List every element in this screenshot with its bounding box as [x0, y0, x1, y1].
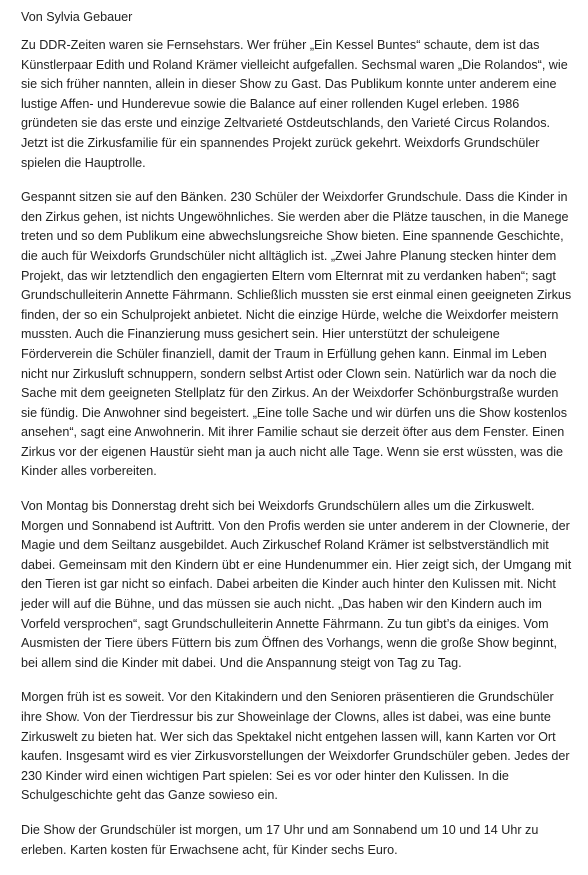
article-paragraph-school-project: Gespannt sitzen sie auf den Bänken. 230 Schüler der Weixdorfer Grundschule. Dass die Kinder in den Zirkus gehen, ist nichts Ungewöhnliches. Sie werden aber die Plätze tauschen, in die Manege treten und so dem Publikum eine abwechslungsreiche Show bieten. Eine spannende Geschichte, die auch für Weixdorfs Grundschüler nicht alltäglich ist. „Zwei Jahre Planung stecken hinter dem Projekt, das wir letztendlich den engagierten Eltern vom Elternrat mit zu verdanken haben“; sagt Grundschulleiterin Annette Fährmann. Schließlich mussten sie erst einmal einen geeigneten Zirkus finden, der so ein Schulprojekt anbietet. Nicht die einzige Hürde, welche die Weixdorfer meistern mussten. Auch die Finanzierung muss gesichert sein. Hier unterstützt der schuleigene Förderverein die Schüler finanziell, damit der Traum in Erfüllung gehen kann. Einmal im Leben nicht nur Zirkusluft schnuppern, sondern selbst Artist oder Clown sein. Natürlich war da noch die Sache mit dem geeigneten Stellplatz für den Zirkus. An der Weixdorfer Schönburgstraße wurden sie fündig. Die Anwohner sind begeistert. „Eine tolle Sache und wir dürfen uns die Show kostenlos ansehen“, sagt eine Anwohnerin. Mit ihrer Familie schaut sie derzeit öfter aus dem Fenster. Einen Zirkus vor der eigenen Haustür sieht man ja auch nicht alle Tage. Wenn sie erst wüssten, was die Kinder alles vorbereiten. — [21, 190, 572, 479]
article-paragraph-intro: Zu DDR-Zeiten waren sie Fernsehstars. Wer früher „Ein Kessel Buntes“ schaute, dem ist das Künstlerpaar Edith und Roland Krämer vielleicht aufgefallen. Sechsmal waren „Die Rolandos“, wie sie sich früher nannten, allein in dieser Show zu Gast. Das Publikum konnte unter anderem eine lustige Affen- und Hunderevue sowie die Balance auf einer rollenden Kugel erleben. 1986 gründeten sie das erste und einzige Zeltvarieté Ostdeutschlands, den Varieté Circus Rolandos. Jetzt ist die Zirkusfamilie für ein spannendes Projekt zurück gekehrt. Weixdorfs Grundschüler spielen die Hauptrolle. — [21, 38, 568, 170]
article-paragraph-training-week: Von Montag bis Donnerstag dreht sich bei Weixdorfs Grundschülern alles um die Zirkuswelt. Morgen und Sonnabend ist Auftritt. Von den Profis werden sie unter anderem in der Clownerie, der Magie und dem Seiltanz ausgebildet. Auch Zirkuschef Roland Krämer ist selbstverständlich mit dabei. Gemeinsam mit den Kindern übt er eine Hundenummer ein. Hier zeigt sich, der Umgang mit den Tieren ist gar nicht so einfach. Dabei arbeiten die Kinder auch hinter den Kulissen mit. Nicht jeder will auf die Bühne, und das müssen sie auch nicht. „Das haben wir den Kindern auch im Vorfeld versprochen“, sagt Grundschulleiterin Annette Fährmann. Zu tun gibt’s da einiges. Vom Ausmisten der Tiere übers Füttern bis zum Öffnen des Vorhangs, wenn die große Show beginnt, bei allem sind die Kinder mit dabei. Und die Anspannung steigt von Tag zu Tag. — [21, 499, 572, 670]
article-paragraph-premiere: Morgen früh ist es soweit. Vor den Kitakindern und den Senioren präsentieren die Grundschüler ihre Show. Von der Tierdressur bis zur Showeinlage der Clowns, alles ist dabei, was eine bunte Zirkuswelt zu bieten hat. Wer sich das Spektakel nicht entgehen lassen will, kann Karten vor Ort kaufen. Insgesamt wird es vier Zirkusvorstellungen der Weixdorfer Grundschüler geben. Jedes der 230 Kinder wird einen wichtigen Part spielen: Sei es vor oder hinter den Kulissen. In die Schulgeschichte geht das Ganze sowieso ein. — [21, 690, 570, 803]
article — [21, 8, 573, 875]
article-paragraph-show-info: Die Show der Grundschüler ist morgen, um 17 Uhr und am Sonnabend um 10 und 14 Uhr zu erleben. Karten kosten für Erwachsene acht, für Kinder sechs Euro. — [21, 822, 539, 857]
article-byline: Von Sylvia Gebauer — [21, 10, 133, 24]
